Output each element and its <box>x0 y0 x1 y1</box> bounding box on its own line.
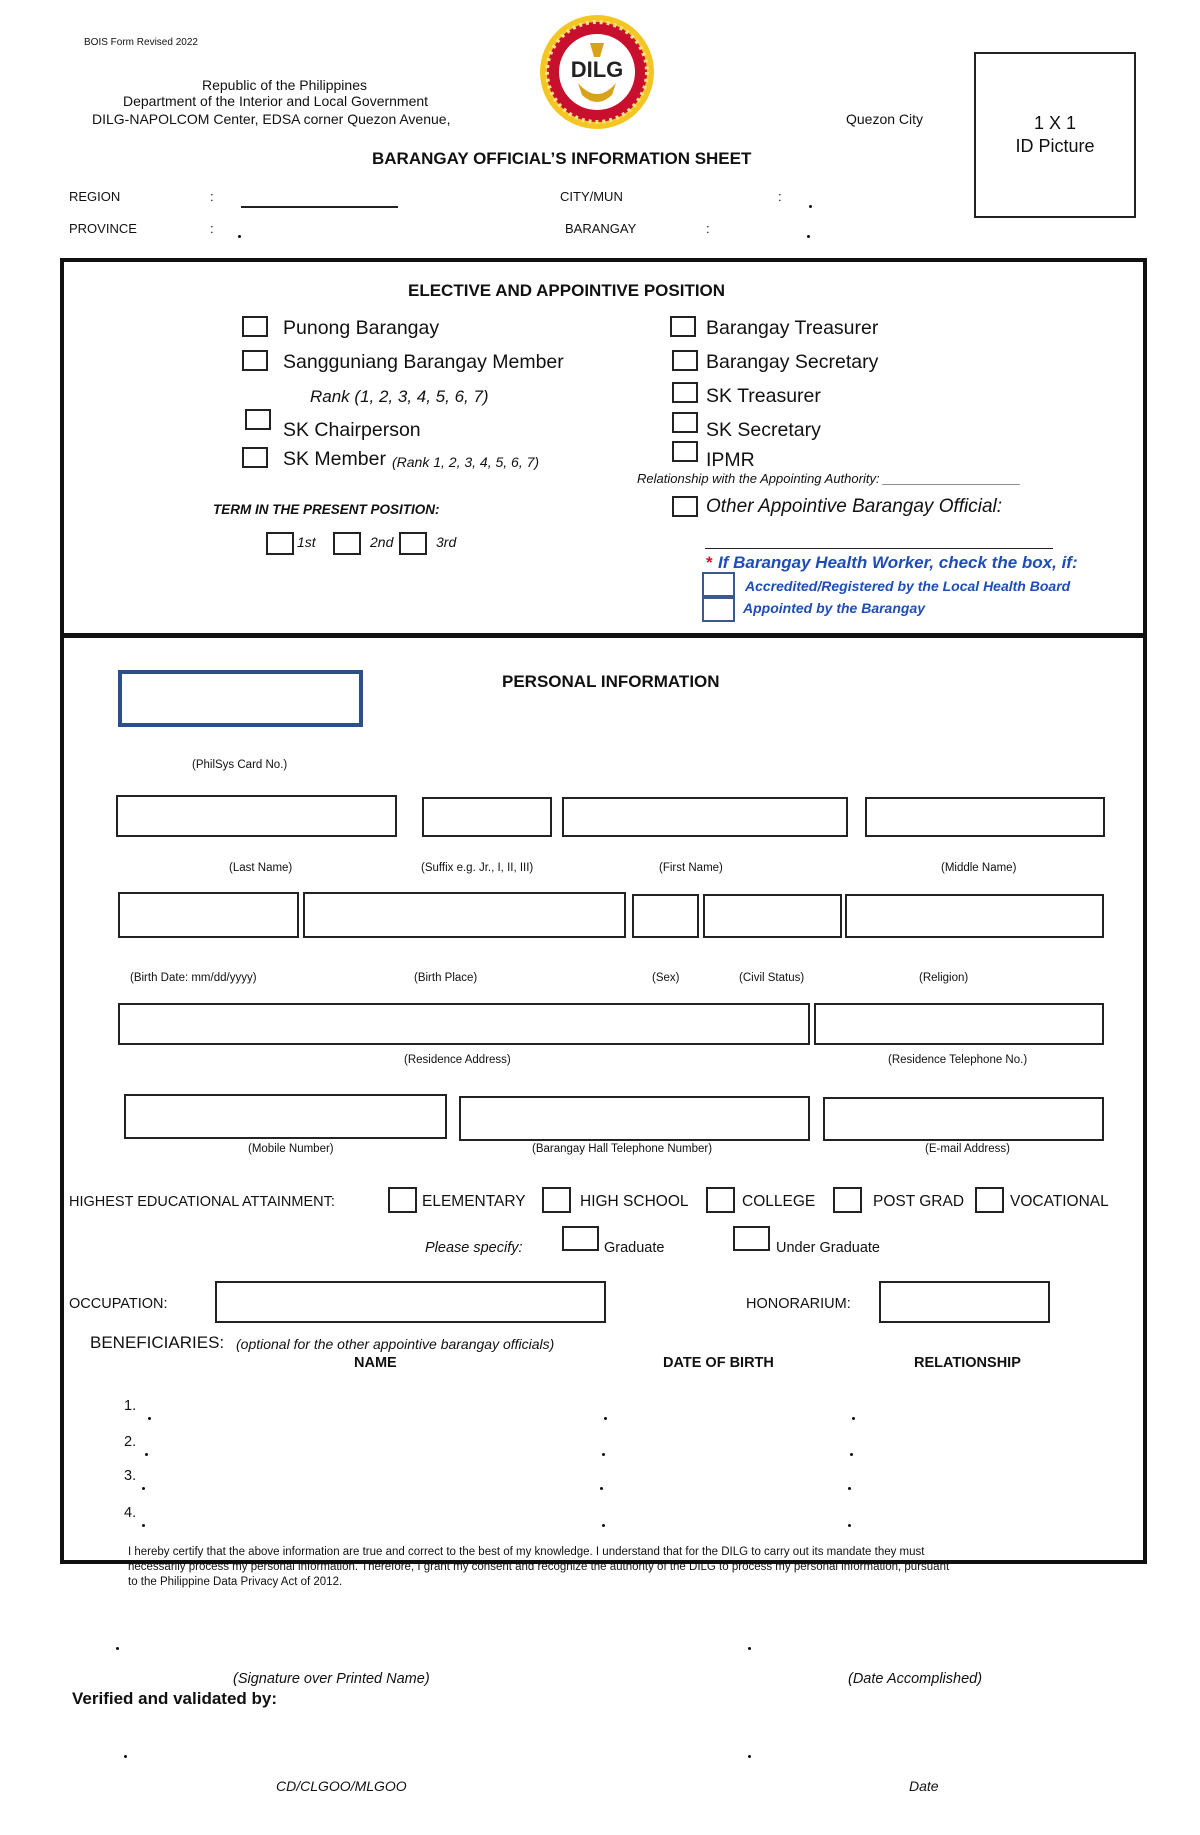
term-2nd-checkbox[interactable] <box>333 532 361 555</box>
date-accomplished-field[interactable] <box>748 1647 751 1650</box>
barangay-label: BARANGAY <box>565 221 637 236</box>
beneficiary-row-4-name[interactable] <box>142 1524 145 1527</box>
treasurer-checkbox[interactable] <box>670 316 696 337</box>
please-specify-label: Please specify: <box>425 1240 523 1256</box>
beneficiary-row-4-dob[interactable] <box>602 1524 605 1527</box>
bhw-title: If Barangay Health Worker, check the box, if: <box>718 553 1078 572</box>
last-name-input[interactable] <box>116 795 397 837</box>
vocational-label: VOCATIONAL <box>1010 1193 1109 1210</box>
graduate-label: Graduate <box>604 1240 665 1256</box>
beneficiaries-note: (optional for the other appointive barangay officials) <box>236 1336 555 1352</box>
suffix-label: (Suffix e.g. Jr., I, II, III) <box>421 862 534 874</box>
sk-secretary-checkbox[interactable] <box>672 412 698 433</box>
civil-status-input[interactable] <box>703 894 842 938</box>
first-name-label: (First Name) <box>659 862 723 874</box>
college-checkbox[interactable] <box>706 1187 735 1213</box>
officer-label: CD/CLGOO/MLGOO <box>276 1778 407 1794</box>
beneficiaries-col-dob: DATE OF BIRTH <box>663 1355 774 1371</box>
last-name-label: (Last Name) <box>229 862 293 874</box>
beneficiary-row-3-relationship[interactable] <box>848 1487 851 1490</box>
email-input[interactable] <box>823 1097 1104 1141</box>
other-appointive-field[interactable] <box>705 548 1053 549</box>
citymun-label: CITY/MUN <box>560 189 623 204</box>
punong-barangay-label: Punong Barangay <box>283 317 440 339</box>
date-accomplished-label: (Date Accomplished) <box>848 1671 983 1687</box>
province-colon: : <box>210 221 214 236</box>
occupation-label: OCCUPATION: <box>69 1296 168 1312</box>
graduate-checkbox[interactable] <box>562 1226 599 1251</box>
honorarium-input[interactable] <box>879 1281 1050 1323</box>
term-label: TERM IN THE PRESENT POSITION: <box>213 502 440 517</box>
relationship-label: Relationship with the Appointing Authority: ___________________ <box>637 471 1021 486</box>
province-label: PROVINCE <box>69 221 137 236</box>
form-title: BARANGAY OFFICIAL’S INFORMATION SHEET <box>372 149 752 168</box>
middle-name-input[interactable] <box>865 797 1105 837</box>
form-code: BOIS Form Revised 2022 <box>84 37 198 48</box>
beneficiary-row-1-relationship[interactable] <box>852 1417 855 1420</box>
punong-barangay-checkbox[interactable] <box>242 316 268 337</box>
term-1st-label: 1st <box>297 534 316 550</box>
bhw-appointed-label: Appointed by the Barangay <box>743 600 926 616</box>
sk-member-checkbox[interactable] <box>242 447 268 468</box>
college-label: COLLEGE <box>742 1193 816 1210</box>
rank-note: Rank (1, 2, 3, 4, 5, 6, 7) <box>310 387 489 406</box>
signature-label: (Signature over Printed Name) <box>233 1671 430 1687</box>
sangguniang-member-label: Sangguniang Barangay Member <box>283 351 564 373</box>
birth-date-label: (Birth Date: mm/dd/yyyy) <box>130 972 257 984</box>
beneficiary-row-3-number: 3. <box>124 1468 137 1484</box>
residence-telephone-input[interactable] <box>814 1003 1104 1045</box>
bhw-accredited-checkbox[interactable] <box>702 572 735 597</box>
sk-chairperson-label: SK Chairperson <box>283 419 421 441</box>
first-name-input[interactable] <box>562 797 848 837</box>
citymun-field[interactable] <box>809 205 812 208</box>
signature-field[interactable] <box>116 1647 119 1650</box>
term-3rd-checkbox[interactable] <box>399 532 427 555</box>
residence-address-input[interactable] <box>118 1003 810 1045</box>
certification-line-1: I hereby certify that the above information are true and correct to the best of my knowledge. I understand that for the DILG to carry out its mandate they must <box>128 1546 925 1558</box>
region-field[interactable] <box>241 206 398 208</box>
officer-signature-field[interactable] <box>124 1755 127 1758</box>
religion-label: (Religion) <box>919 972 969 984</box>
header-republic: Republic of the Philippines <box>202 77 367 93</box>
beneficiary-row-4-relationship[interactable] <box>848 1524 851 1527</box>
sex-input[interactable] <box>632 894 699 938</box>
hall-telephone-label: (Barangay Hall Telephone Number) <box>532 1143 713 1155</box>
elementary-checkbox[interactable] <box>388 1187 417 1213</box>
philsys-input[interactable] <box>118 670 363 727</box>
certification-line-2: necessarily process my personal information. Therefore, I grant my consent and recognize the authority of the DILG to process my personal information, pursuant <box>128 1561 950 1573</box>
beneficiary-row-2-relationship[interactable] <box>850 1453 853 1456</box>
suffix-input[interactable] <box>422 797 552 837</box>
high-school-checkbox[interactable] <box>542 1187 571 1213</box>
education-label: HIGHEST EDUCATIONAL ATTAINMENT: <box>69 1194 335 1210</box>
high-school-label: HIGH SCHOOL <box>580 1193 689 1210</box>
term-3rd-label: 3rd <box>436 534 457 550</box>
other-appointive-checkbox[interactable] <box>672 496 698 517</box>
birth-date-input[interactable] <box>118 892 299 938</box>
religion-input[interactable] <box>845 894 1104 938</box>
sk-treasurer-checkbox[interactable] <box>672 382 698 403</box>
honorarium-label: HONORARIUM: <box>746 1296 851 1312</box>
beneficiary-row-4-number: 4. <box>124 1505 137 1521</box>
sk-member-rank-note: (Rank 1, 2, 3, 4, 5, 6, 7) <box>392 454 540 470</box>
vocational-checkbox[interactable] <box>975 1187 1004 1213</box>
birth-place-input[interactable] <box>303 892 626 938</box>
beneficiary-row-1-name[interactable] <box>148 1417 151 1420</box>
dilg-logo <box>538 13 656 131</box>
beneficiary-row-2-name[interactable] <box>145 1453 148 1456</box>
id-picture-label: ID Picture <box>1015 136 1095 156</box>
sangguniang-member-checkbox[interactable] <box>242 350 268 371</box>
term-2nd-label: 2nd <box>370 534 394 550</box>
middle-name-label: (Middle Name) <box>941 862 1017 874</box>
residence-telephone-label: (Residence Telephone No.) <box>888 1054 1028 1066</box>
sk-chairperson-checkbox[interactable] <box>245 409 271 430</box>
ipmr-checkbox[interactable] <box>672 441 698 462</box>
beneficiary-row-3-dob[interactable] <box>600 1487 603 1490</box>
officer-date-label: Date <box>909 1778 939 1794</box>
elementary-label: ELEMENTARY <box>422 1193 526 1210</box>
email-label: (E-mail Address) <box>925 1143 1010 1155</box>
civil-status-label: (Civil Status) <box>739 972 805 984</box>
secretary-label: Barangay Secretary <box>706 351 879 373</box>
verified-label: Verified and validated by: <box>72 1689 278 1708</box>
dilg-logo-text: DILG <box>570 57 624 82</box>
residence-address-label: (Residence Address) <box>404 1054 511 1066</box>
sk-secretary-label: SK Secretary <box>706 419 821 441</box>
sex-label: (Sex) <box>652 972 680 984</box>
beneficiary-row-2-dob[interactable] <box>602 1453 605 1456</box>
beneficiary-row-2-number: 2. <box>124 1434 137 1450</box>
officer-date-field[interactable] <box>748 1755 751 1758</box>
beneficiaries-col-name: NAME <box>354 1355 397 1371</box>
birth-place-label: (Birth Place) <box>414 972 478 984</box>
sk-treasurer-label: SK Treasurer <box>706 385 821 407</box>
hall-telephone-input[interactable] <box>459 1096 810 1141</box>
beneficiary-row-1-dob[interactable] <box>604 1417 607 1420</box>
bhw-appointed-checkbox[interactable] <box>702 597 735 622</box>
personal-section-title: PERSONAL INFORMATION <box>502 672 720 691</box>
term-1st-checkbox[interactable] <box>266 532 294 555</box>
bhw-asterisk: * <box>706 553 713 572</box>
mobile-label: (Mobile Number) <box>248 1143 334 1155</box>
region-colon: : <box>210 189 214 204</box>
citymun-colon: : <box>778 189 782 204</box>
beneficiary-row-1-number: 1. <box>124 1398 137 1414</box>
barangay-colon: : <box>706 221 710 236</box>
beneficiary-row-3-name[interactable] <box>142 1487 145 1490</box>
ipmr-label: IPMR <box>706 449 755 471</box>
post-grad-label: POST GRAD <box>873 1193 965 1210</box>
mobile-input[interactable] <box>124 1094 447 1139</box>
position-section-title: ELECTIVE AND APPOINTIVE POSITION <box>408 281 726 300</box>
header-city: Quezon City <box>846 111 924 127</box>
treasurer-label: Barangay Treasurer <box>706 317 879 339</box>
beneficiaries-col-relationship: RELATIONSHIP <box>914 1355 1021 1371</box>
id-picture-box[interactable] <box>974 52 1136 218</box>
province-field[interactable] <box>238 235 241 238</box>
header-address: DILG-NAPOLCOM Center, EDSA corner Quezon Avenue, <box>92 111 451 127</box>
occupation-input[interactable] <box>215 1281 606 1323</box>
header-department: Department of the Interior and Local Government <box>123 93 429 109</box>
sk-member-label: SK Member <box>283 448 386 470</box>
bhw-accredited-label: Accredited/Registered by the Local Health Board <box>745 578 1071 594</box>
certification-line-3: to the Philippine Data Privacy Act of 2012. <box>128 1576 343 1588</box>
region-label: REGION <box>69 189 121 204</box>
secretary-checkbox[interactable] <box>672 350 698 371</box>
post-grad-checkbox[interactable] <box>833 1187 862 1213</box>
id-picture-size: 1 X 1 <box>1033 113 1077 133</box>
philsys-label: (PhilSys Card No.) <box>192 759 288 771</box>
under-graduate-checkbox[interactable] <box>733 1226 770 1251</box>
barangay-field[interactable] <box>807 235 810 238</box>
under-graduate-label: Under Graduate <box>776 1240 880 1256</box>
beneficiaries-label: BENEFICIARIES: <box>90 1333 225 1352</box>
other-appointive-label: Other Appointive Barangay Official: <box>706 496 1003 517</box>
